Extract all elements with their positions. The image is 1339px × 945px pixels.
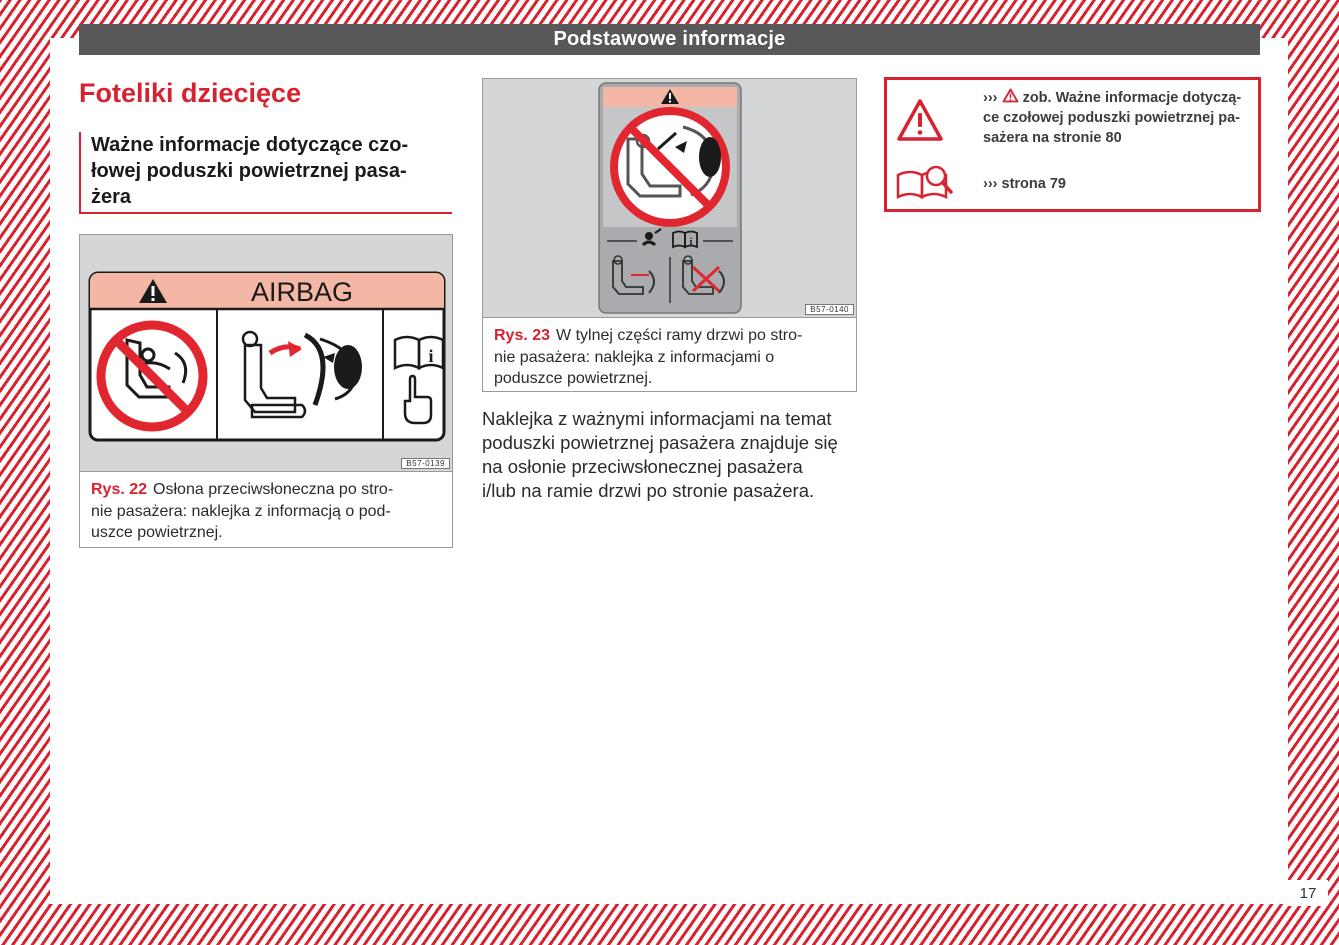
page-number: 17 <box>1288 880 1328 906</box>
figure-23 <box>482 78 857 392</box>
body-paragraph <box>482 407 860 503</box>
caption-line: Osłona przeciwsłoneczna po stro- <box>153 481 394 498</box>
figure-23-code: B57-0140 <box>805 304 854 315</box>
subsection-title-line: żera <box>91 186 132 208</box>
caption-line: W tylnej części ramy drzwi po stro- <box>556 327 803 344</box>
body-line: poduszki powietrznej pasażera znajduje się <box>482 432 838 453</box>
figure-22-image <box>80 235 452 472</box>
subsection-heading <box>79 132 452 214</box>
figure-22-caption <box>80 472 452 550</box>
figure-23-caption <box>483 318 856 396</box>
caption-line: poduszce powietrznej. <box>494 370 653 387</box>
airbag-door-label-image <box>483 79 856 317</box>
figure-23-ref: Rys. 23 <box>494 327 551 344</box>
warning-reference-line: sażera na stronie 80 <box>983 130 1122 146</box>
figure-22-ref: Rys. 22 <box>91 481 148 498</box>
header-title: Podstawowe informacje <box>553 28 786 50</box>
page-reference[interactable]: ››› strona 79 <box>983 176 1066 192</box>
figure-22-code: B57-0139 <box>401 458 450 469</box>
warning-reference[interactable] <box>983 88 1241 148</box>
airbag-sunvisor-label-image <box>80 235 452 471</box>
body-line: na osłonie przeciwsłonecznej pasażera <box>482 456 803 477</box>
subsection-title <box>91 132 452 210</box>
subsection-title-line: Ważne informacje dotyczące czo- <box>91 134 409 156</box>
small-warning-icon <box>1002 88 1019 103</box>
figure-23-image <box>483 79 856 318</box>
no-child-seat-icon <box>614 111 726 223</box>
caption-line: uszce powietrznej. <box>91 524 223 541</box>
caption-line: nie pasażera: naklejka z informacjami o <box>494 348 775 366</box>
body-line: i/lub na ramie drzwi po stronie pasażera. <box>482 480 815 501</box>
svg-text:i: i <box>689 237 693 248</box>
warning-reference-line: zob. Ważne informacje dotyczą- <box>1022 90 1242 106</box>
warning-reference-line: ce czołowej poduszki powietrznej pa- <box>983 110 1241 126</box>
warning-triangle-icon <box>895 97 945 143</box>
section-title: Foteliki dziecięce <box>79 78 302 108</box>
info-box <box>884 77 1261 212</box>
no-child-seat-icon <box>101 325 203 427</box>
subsection-title-line: łowej poduszki powietrznej pasa- <box>91 160 407 182</box>
svg-text:i: i <box>428 346 434 366</box>
caption-line: nie pasażera: naklejka z informacją o pod- <box>91 502 391 520</box>
body-line: Naklejka z ważnymi informacjami na temat <box>482 408 832 429</box>
page-header <box>79 24 1260 55</box>
airbag-label-text: AIRBAG <box>250 277 354 307</box>
figure-22 <box>79 234 453 548</box>
reference-arrows: ››› <box>983 90 998 106</box>
book-magnifier-icon <box>895 163 957 203</box>
